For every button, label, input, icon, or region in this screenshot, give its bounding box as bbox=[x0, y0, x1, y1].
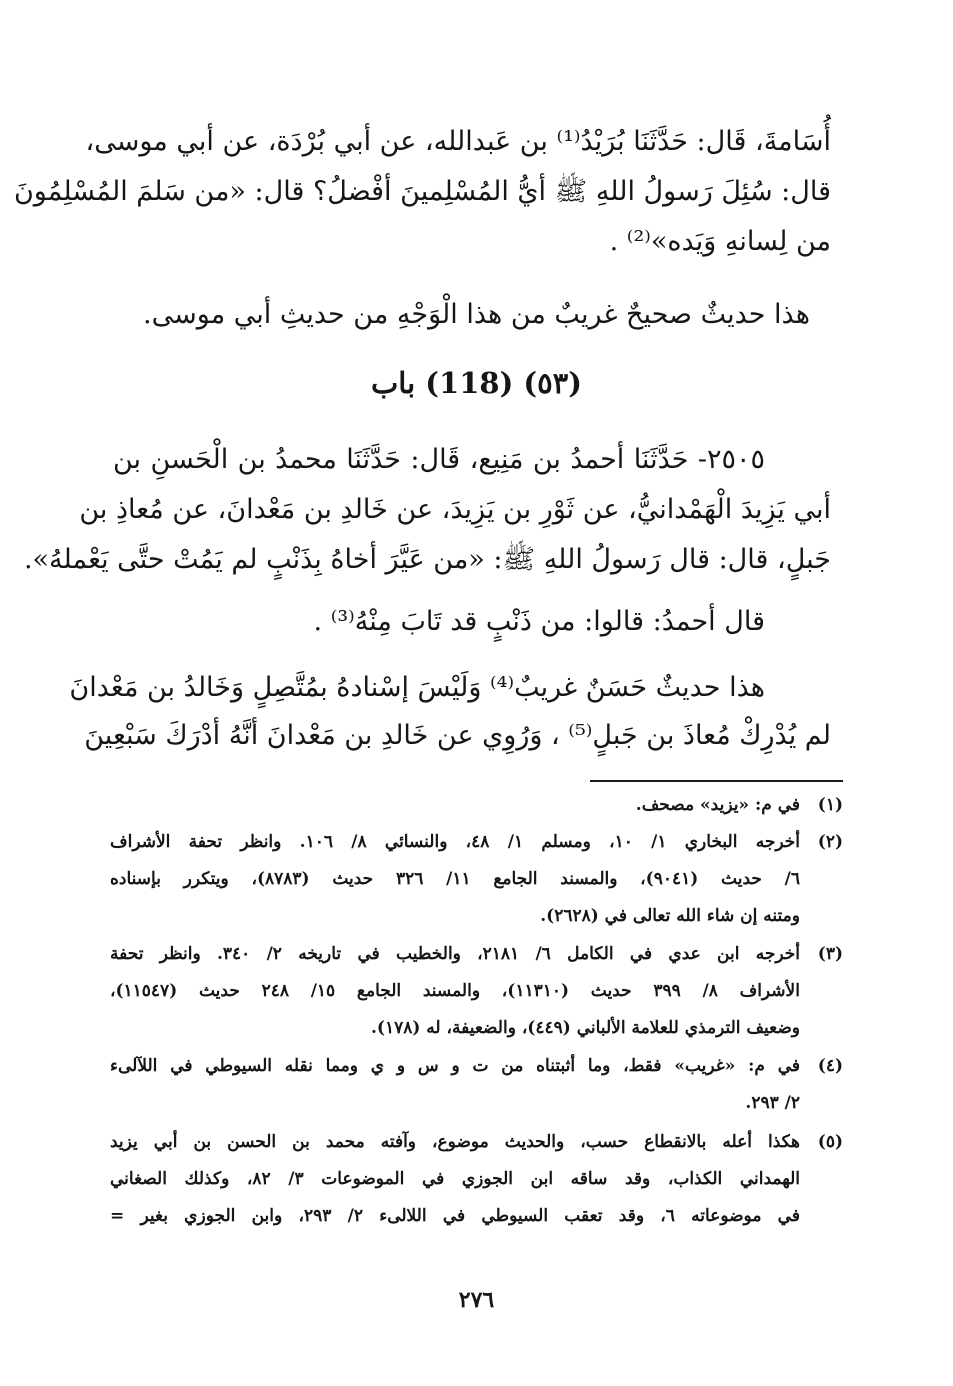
footnote-number: (٢) bbox=[817, 832, 843, 852]
footnote-line: في موضوعاته ٦، وقد تعقب السيوطي في اللالىء ٢/ ٢٩٣، وابن الجوزي بغير = bbox=[110, 1206, 800, 1226]
footnote-line: أخرجه البخاري ١/ ١٠، ومسلم ١/ ٤٨، والنسائي ٨/ ١٠٦. وانظر تحفة الأشراف bbox=[110, 832, 800, 852]
footnote-number: (٥) bbox=[817, 1132, 843, 1152]
text-line: ٢٥٠٥- حَدَّثَنَا أحمدُ بن مَنِيع، قَال: حَدَّثَنَا محمدُ بن الْحَسنِ بن bbox=[113, 444, 765, 475]
footnote-line: وضعيف الترمذي للعلامة الألباني (٤٤٩)، والضعيفة، له (١٧٨). bbox=[370, 1018, 800, 1038]
footnote-line: أخرجه ابن عدي في الكامل ٦/ ٢١٨١، والخطيب في تاريخه ٢/ ٣٤٠. وانظر تحفة bbox=[110, 944, 800, 964]
footnote-line: ومتنه إن شاء الله تعالى في (٢٦٢٨). bbox=[540, 906, 800, 926]
text-line: لم يُدْرِكْ مُعاذَ بن جَبلٍ⁽⁵⁾ ، وَرُوِي عن خَالدِ بن مَعْدانَ أنَّهُ أدْرَكَ سَبْعِينَ bbox=[84, 720, 831, 751]
footnote-line: الهمداني الكذاب، وقد ساقه ابن الجوزي في الموضوعات ٣/ ٨٢، وكذلك الصغاني bbox=[110, 1169, 800, 1189]
text-line: قال: سُئِلَ رَسولُ اللهِ ﷺ أيُّ المُسْلِمينَ أفْضلُ؟ قال: «من سَلمَ المُسْلِمُونَ bbox=[13, 176, 831, 207]
chapter-heading: (٥٣) (118) باب bbox=[370, 366, 582, 400]
text-line: من لِسانهِ وَيَده»⁽²⁾ . bbox=[609, 226, 831, 257]
page-number: ٢٧٦ bbox=[458, 1287, 495, 1313]
text-line: هذا حديثٌ حَسَنٌ غريبٌ⁽⁴⁾ وَلَيْسَ إسْنادهُ بمُتَّصِلٍ وَخَالدُ بن مَعْدانَ bbox=[69, 672, 765, 703]
footnote-number: (٤) bbox=[817, 1056, 843, 1076]
footnote-line: هكذا أعله بالانقطاع حسب، والحديث موضوع، وآفته محمد بن الحسن بن أبي يزيد bbox=[110, 1132, 800, 1152]
footnote-separator bbox=[590, 780, 843, 782]
ahmad-comment: قال أحمدُ: قالوا: من ذَنْبٍ قد تَابَ مِنْهُ⁽³⁾ . bbox=[313, 606, 765, 637]
footnote-line: الأشراف ٨/ ٣٩٩ حديث (١١٣١٠)، والمسند الجامع ١٥/ ٢٤٨ حديث (١١٥٤٧)، bbox=[110, 981, 800, 1001]
text-line: أُسَامةَ، قَال: حَدَّثَنَا بُرَيْدُ⁽¹⁾ بن عَبدالله، عن أبي بُرْدَة، عن أبي موسى، bbox=[85, 126, 831, 157]
text-line: أبي يَزِيدَ الْهَمْدانيُّ، عن ثَوْرِ بن يَزِيدَ، عن خَالدِ بن مَعْدانَ، عن مُعاذِ بن bbox=[79, 494, 831, 525]
footnote-line: ٢/ ٢٩٣. bbox=[745, 1093, 800, 1113]
footnote-line: ٦/ حديث (٩٠٤١)، والمسند الجامع ١١/ ٣٢٦ حديث (٨٧٨٣)، ويتكرر بإسناده bbox=[110, 869, 800, 889]
footnote-number: (٣) bbox=[817, 944, 843, 964]
grading-statement: هذا حديثٌ صحيحٌ غريبٌ من هذا الْوَجْهِ من حديثِ أبي موسى. bbox=[143, 299, 810, 330]
footnote-line: في م: «يزيد» مصحف. bbox=[635, 795, 800, 815]
text-line: جَبلٍ، قال: قال رَسولُ اللهِ ﷺ: «من عَيَّرَ أخاهُ بِذَنْبٍ لم يَمُتْ حتَّى يَعْملهُ». bbox=[23, 544, 831, 575]
footnote-number: (١) bbox=[817, 795, 843, 815]
footnote-line: في م: «غريب» فقط، وما أثبتناه من ت و س و ي ومما نقله السيوطي في اللآلىء bbox=[110, 1056, 800, 1076]
